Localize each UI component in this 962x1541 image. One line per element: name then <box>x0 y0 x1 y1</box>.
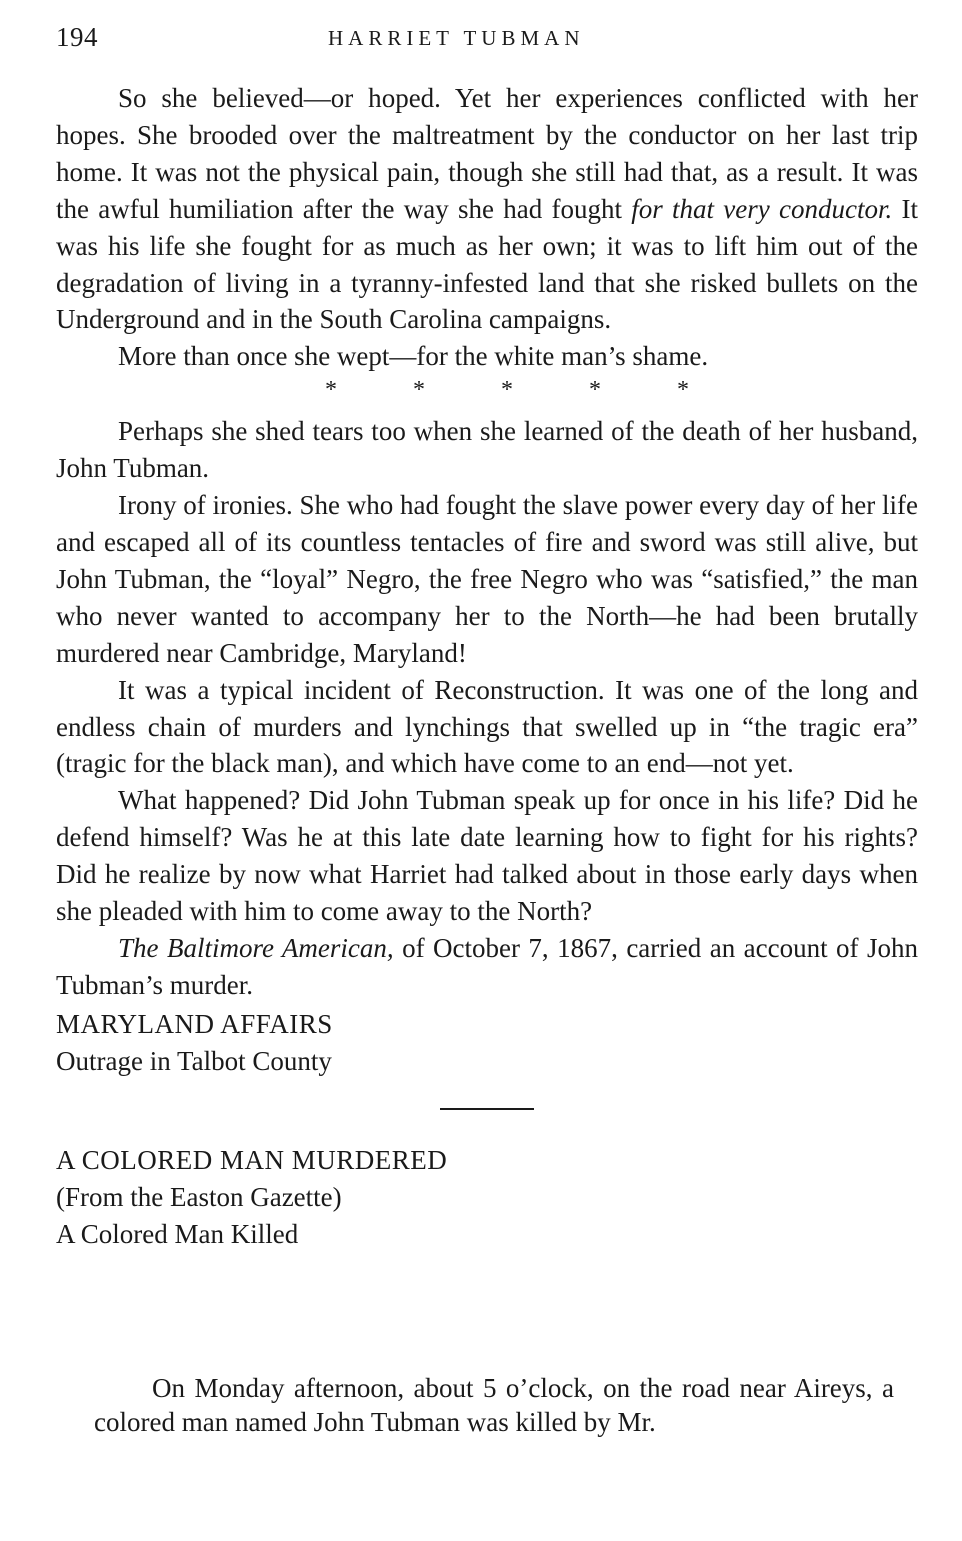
paragraph-3: Perhaps she shed tears too when she learned of the death of her husband, John Tubman. <box>56 416 918 484</box>
paragraph-6: What happened? Did John Tubman speak up for once in his life? Did he defend himself? Was he at this late date learning how to fight for his rights? Did he realize by now what Harriet had talked about in those early days when she pleaded with him to come away to the North? <box>56 785 918 927</box>
running-head <box>56 22 916 58</box>
clipping-headline-maryland-affairs: MARYLAND AFFAIRS <box>56 1008 333 1039</box>
section-break-asterisks: * * * * * <box>325 377 689 404</box>
clipping-subhead-talbot-county: Outrage in Talbot County <box>56 1045 332 1076</box>
clipping-headline-murdered: A COLORED MAN MURDERED <box>56 1145 448 1176</box>
paragraph-5: It was a typical incident of Reconstruction. It was one of the long and endless chain of murders and lynchings that swelled up in “the tragic era” (tragic for the black man), and which have come to an end—not yet. <box>56 674 918 779</box>
clipping-subhead-killed: A Colored Man Killed <box>56 1218 299 1249</box>
paragraph-1 <box>56 80 918 338</box>
paragraph-4: Irony of ironies. She who had fought the slave power every day of her life and escaped all of its countless tentacles of fire and sword was still alive, but John Tubman, the “loyal” Negro, the free Negro who was “satisfied,” the man who never wanted to accompany her to the North—he had been brutally murdered near Cambridge, Maryland! <box>56 490 919 668</box>
page-number: 194 <box>56 22 98 52</box>
paragraph-2: More than once she wept—for the white man’s shame. <box>118 341 709 372</box>
paragraph-1-end: It was his life she fought for as much as her own; it was to lift him out of the degradation of living in a tyranny-infested land that she risked bullets on the Underground and in the South Carolina campaigns. <box>56 193 918 335</box>
clipping-text-block <box>94 1371 894 1439</box>
paragraph-1-italic: for that very conductor. <box>631 193 893 224</box>
clipping-source: (From the Easton Gazette) <box>56 1182 342 1213</box>
body-text <box>56 80 918 1253</box>
running-title: HARRIET TUBMAN <box>328 26 585 50</box>
paragraph-7-italic: The Baltimore American, <box>118 932 394 963</box>
paragraph-7-text: of October 7, 1867, carried an account of John Tubman’s murder. <box>56 932 918 1000</box>
clipping-paragraph: On Monday afternoon, about 5 o’clock, on the road near Aireys, a colored man named John Tubman was killed by Mr. <box>94 1373 894 1437</box>
clipping-rule <box>440 1108 534 1110</box>
paragraph-7 <box>56 930 918 1004</box>
paragraph-1-text: So she believed—or hoped. Yet her experiences conflicted with her hopes. She brooded over the maltreatment by the conductor on her last trip home. It was not the physical pain, though she still had that, as a result. It was the awful humiliation after the way she had fought <box>56 83 918 224</box>
